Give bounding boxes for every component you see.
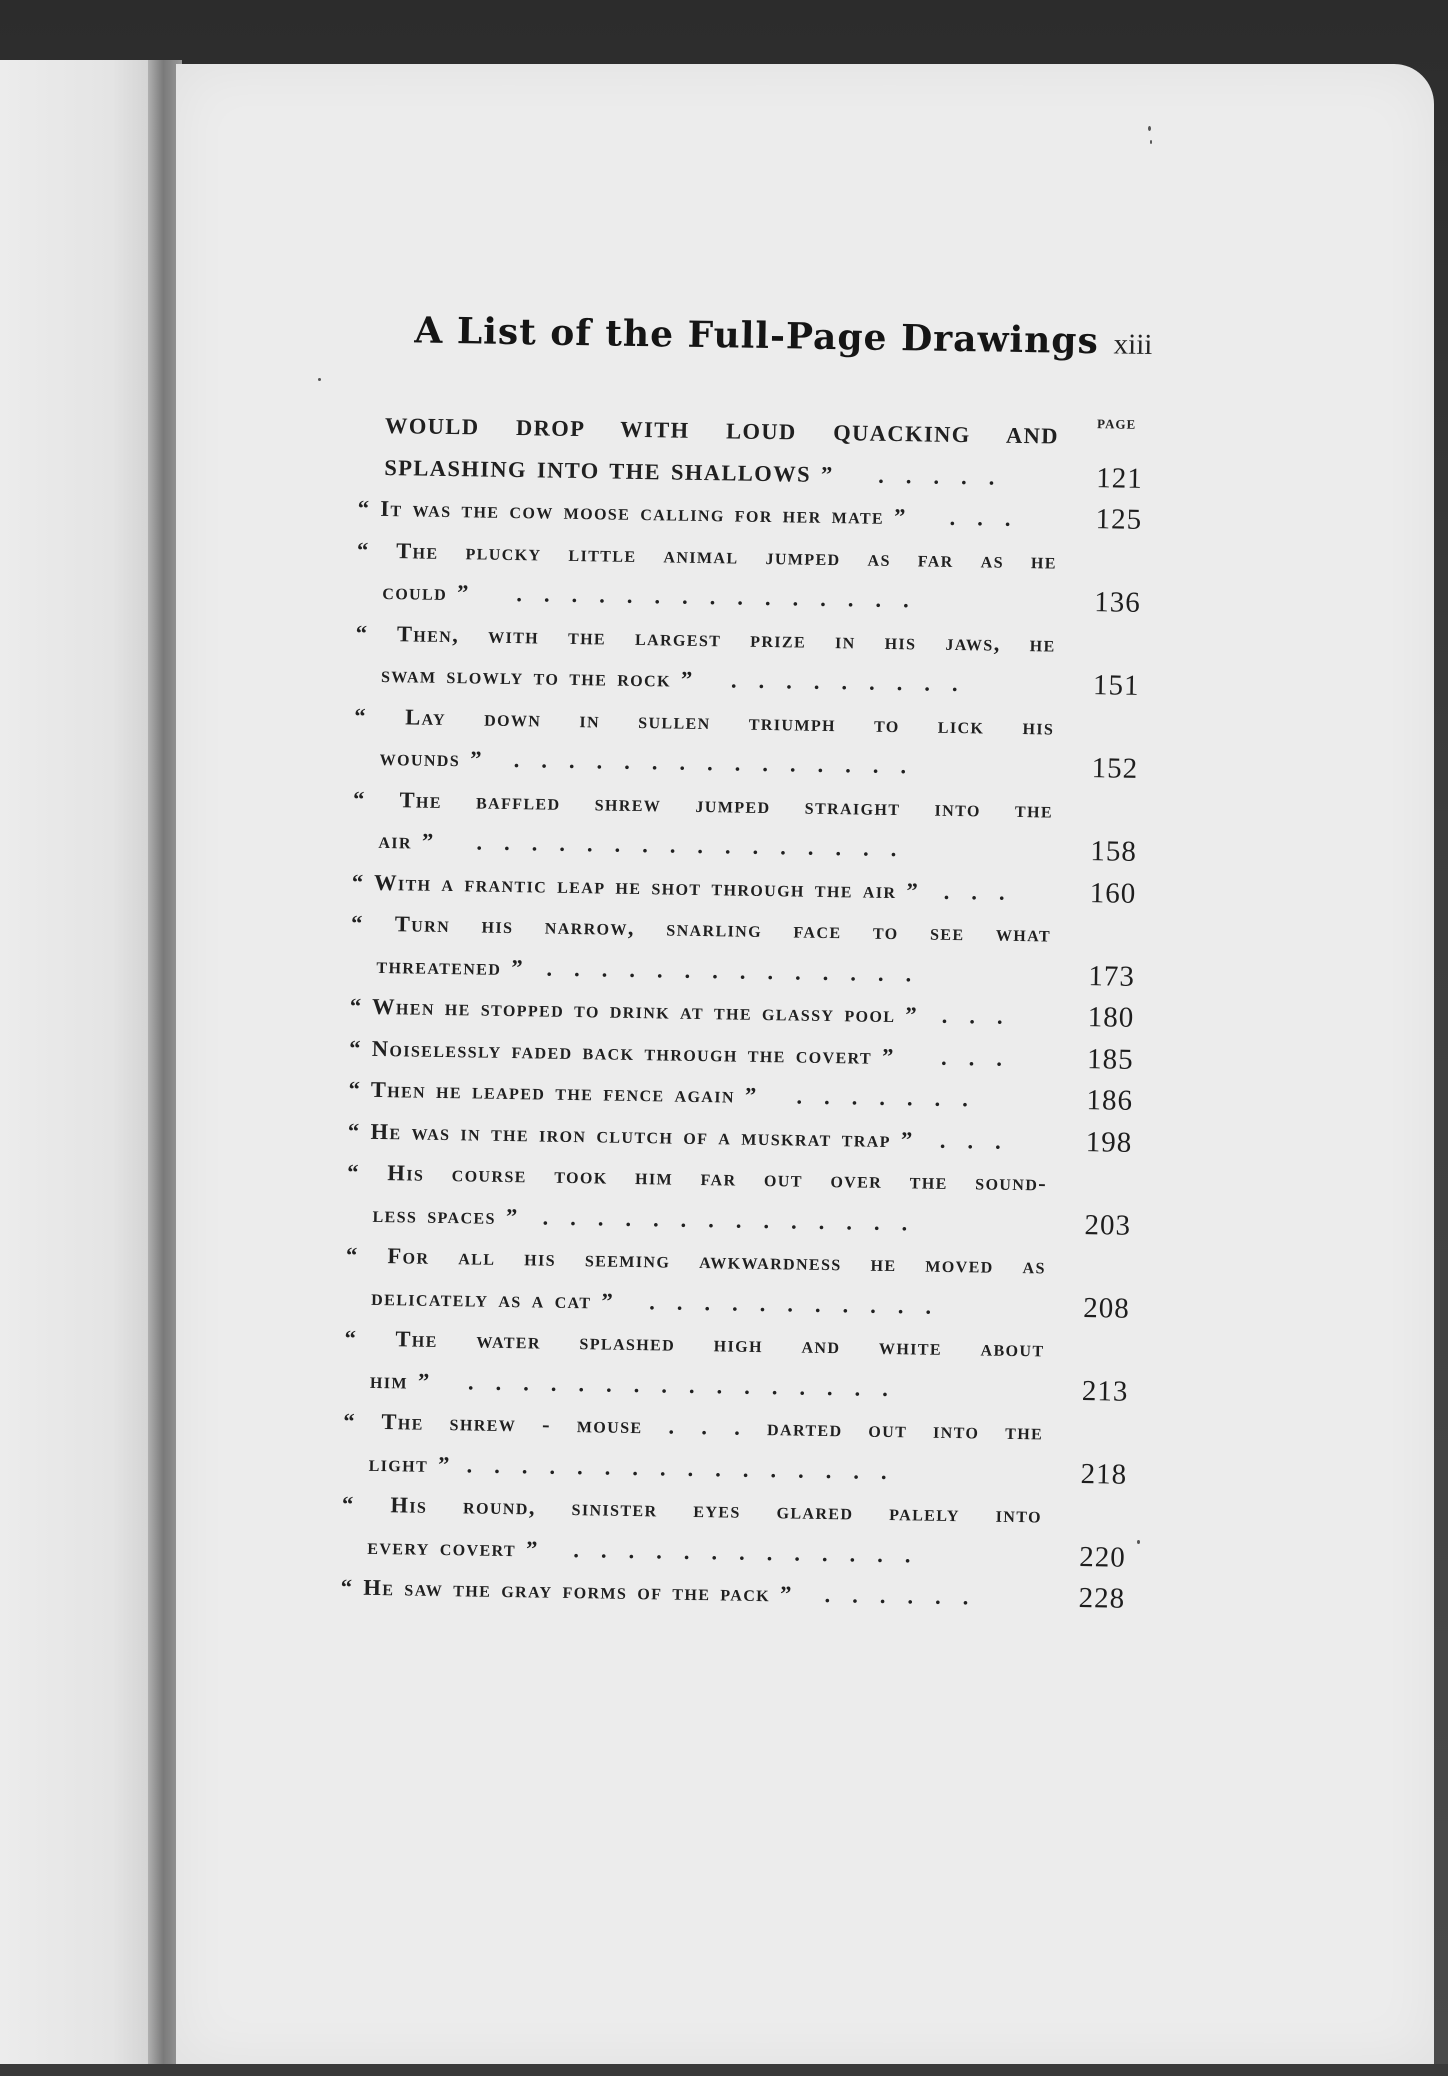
dot-leader: ... <box>939 1127 1023 1154</box>
entry-caption-line <box>343 1408 1043 1445</box>
caption-text: “ Then he leaped the fence again ” <box>348 1076 758 1108</box>
entry-page-number: 186 <box>1086 1084 1134 1117</box>
entry-page-number: 228 <box>1078 1582 1126 1615</box>
dot-leader: .............. <box>542 1204 930 1236</box>
entry-caption-continuation <box>367 1533 933 1568</box>
dot-leader: ... <box>949 504 1033 532</box>
caption-text: “ Then, with the largest prize in his jaws, he <box>355 620 1056 657</box>
dot-leader: ....... <box>796 1083 991 1112</box>
caption-text: “ Noiselessly faded back through the covert ” <box>349 1034 895 1069</box>
entry-page-number: 173 <box>1088 959 1136 993</box>
entry-page-number: 160 <box>1089 876 1137 910</box>
entry-caption-continuation <box>384 454 1017 490</box>
page-title: A List of the Full-Page Drawings <box>414 309 1100 363</box>
dot-leader: .............. <box>546 955 934 987</box>
dot-leader: ........... <box>649 1288 954 1319</box>
caption-text: wounds ” <box>379 744 484 772</box>
entry-caption-line <box>357 495 1033 532</box>
entry-caption-line <box>349 1034 1025 1071</box>
page-column-heading: PAGE <box>1096 416 1137 432</box>
entry-page-number: 218 <box>1080 1457 1128 1491</box>
entry-caption-continuation <box>376 952 934 987</box>
entry-caption-line <box>347 1117 1023 1154</box>
dot-leader: ......... <box>730 667 980 697</box>
entry-page-number: 198 <box>1085 1125 1133 1159</box>
caption-text: him ” <box>369 1367 431 1394</box>
caption-text: WOULD DROP WITH LOUD QUACKING AND <box>384 412 1060 449</box>
caption-text: “ The plucky little animal jumped as far as he <box>356 537 1058 574</box>
caption-text: light ” <box>368 1450 452 1477</box>
entry-page-number: 180 <box>1087 1001 1135 1034</box>
entry-caption-continuation <box>369 1367 911 1401</box>
dot-leader: ... <box>940 1044 1025 1071</box>
caption-text: “ Lay down in sullen triumph to lick his <box>354 703 1055 740</box>
dot-leader: ... <box>943 878 1027 905</box>
entry-caption-line <box>357 537 1057 574</box>
dot-leader: ............... <box>516 581 931 613</box>
caption-text: “ His round, sinister eyes glared palely into <box>341 1491 1043 1528</box>
entry-page-number: 208 <box>1082 1291 1130 1325</box>
dot-leader: ...... <box>824 1582 991 1610</box>
entry-caption-continuation <box>382 578 931 613</box>
caption-text: air ” <box>378 827 435 854</box>
entry-caption-line <box>353 786 1053 823</box>
entry-caption-line <box>344 1325 1044 1362</box>
entry-caption-continuation <box>371 1284 954 1319</box>
caption-text: swam slowly to the rock ” <box>380 661 694 692</box>
entry-caption-continuation <box>368 1450 909 1484</box>
entry-caption-line <box>356 620 1056 657</box>
entry-caption-continuation <box>378 827 919 862</box>
entry-caption-continuation <box>380 661 980 697</box>
entry-caption-line <box>340 1574 991 1610</box>
caption-text: threatened ” <box>376 952 525 980</box>
caption-text: “ With a frantic leap he shot through the air ” <box>351 869 920 903</box>
caption-text: “ When he stopped to drink at the glassy pool ” <box>349 993 919 1028</box>
caption-text: “ Turn his narrow, snarling face to see what <box>350 910 1052 947</box>
caption-text: every covert ” <box>367 1533 539 1562</box>
entry-page-number: 151 <box>1092 669 1140 702</box>
dot-leader: ..... <box>878 462 1017 490</box>
entry-caption-line <box>342 1491 1042 1528</box>
dot-leader: ................ <box>476 829 919 862</box>
caption-text: delicately as a cat ” <box>371 1284 615 1314</box>
dot-leader: ................ <box>467 1368 911 1401</box>
caption-text: could ” <box>382 578 471 606</box>
entry-page-number: 220 <box>1079 1540 1127 1574</box>
entry-caption-line <box>385 413 1059 450</box>
entry-caption-line <box>349 993 1025 1030</box>
entry-page-number: 152 <box>1091 752 1139 785</box>
entry-page-number: 185 <box>1086 1042 1134 1076</box>
dot-leader: ............... <box>513 747 929 779</box>
caption-text: “ It was the cow moose calling for her mate ” <box>357 495 907 530</box>
entry-page-number: 158 <box>1090 835 1138 868</box>
entry-page-number: 125 <box>1095 503 1143 536</box>
entry-caption-continuation <box>372 1201 930 1236</box>
caption-text: less spaces ” <box>372 1201 519 1229</box>
entry-caption-line <box>348 1076 991 1112</box>
caption-text: “ For all his seeming awkwardness he moved as <box>345 1242 1047 1279</box>
entry-caption-line <box>347 1159 1047 1196</box>
entry-page-number: 203 <box>1084 1208 1132 1242</box>
dot-leader: ................ <box>466 1451 909 1484</box>
entry-caption-line <box>354 703 1054 740</box>
caption-text: “ His course took him far out over the sound- <box>347 1159 1048 1196</box>
entry-page-number: 213 <box>1081 1374 1129 1408</box>
caption-text: “ The shrew - mouse . . . darted out into the <box>343 1408 1044 1445</box>
dot-leader: ............. <box>573 1536 933 1568</box>
entry-caption-line <box>346 1242 1046 1279</box>
caption-text: “ The baffled shrew jumped straight into the <box>352 786 1054 823</box>
running-header <box>414 309 1175 371</box>
entry-caption-line <box>351 869 1027 905</box>
caption-text: “ The water splashed high and white about <box>344 1325 1045 1362</box>
caption-text: “ He saw the gray forms of the pack ” <box>340 1574 794 1607</box>
entry-page-number: 136 <box>1094 586 1142 619</box>
entry-page-number: 121 <box>1096 461 1143 495</box>
caption-text: SPLASHING INTO THE SHALLOWS ” <box>384 454 834 487</box>
entry-caption-line <box>351 911 1051 948</box>
entry-caption-continuation <box>379 744 929 779</box>
dot-leader: ... <box>941 1002 1025 1030</box>
caption-text: “ He was in the iron clutch of a muskrat trap ” <box>347 1117 914 1152</box>
page-number: xiii <box>1113 328 1153 362</box>
